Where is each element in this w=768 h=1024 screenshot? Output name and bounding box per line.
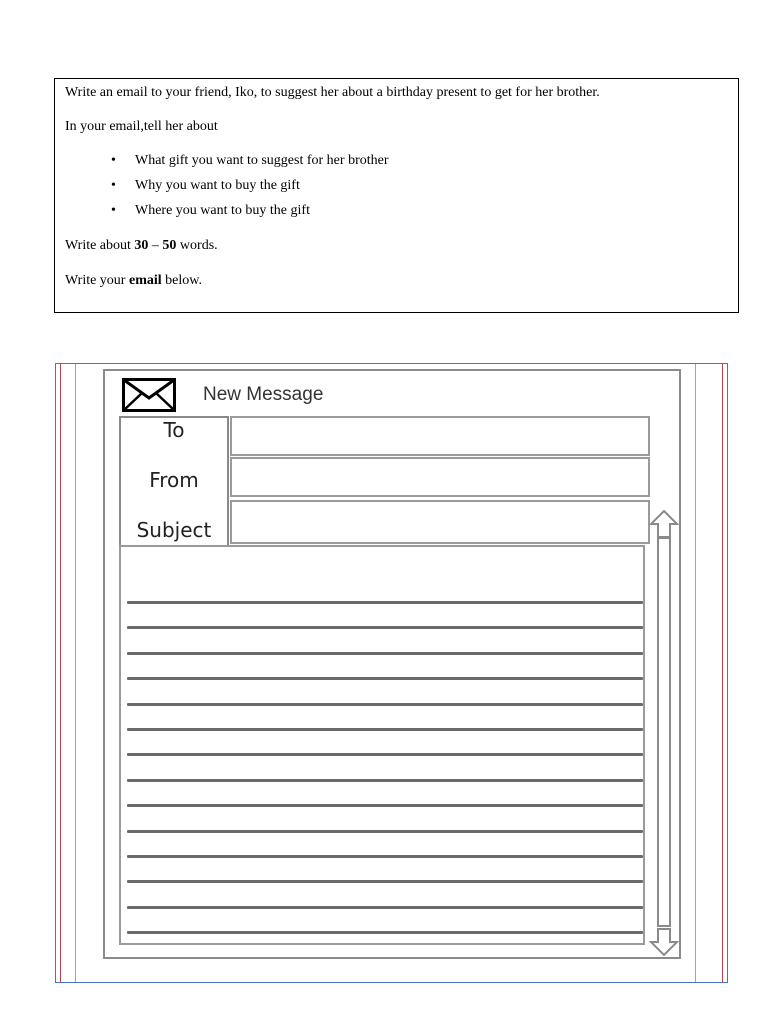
margin-rule <box>695 364 696 982</box>
writing-line <box>127 626 643 629</box>
writing-line <box>127 779 643 782</box>
window-title: New Message <box>203 384 324 405</box>
writing-line <box>127 703 643 706</box>
bullet-item: • What gift you want to suggest for her brother <box>111 153 389 178</box>
subject-label: Subject <box>136 518 212 542</box>
scroll-down-arrow-icon[interactable] <box>649 927 679 957</box>
instruction-line-1: Write an email to your friend, Iko, to suggest her about a birthday present to get for her brother. <box>65 85 600 100</box>
task-instructions <box>54 78 739 313</box>
email-instruction-prefix: Write your <box>65 273 129 288</box>
bullet-item: • Why you want to buy the gift <box>111 178 389 203</box>
writing-line <box>127 753 643 756</box>
message-body[interactable] <box>119 545 645 945</box>
writing-line <box>127 601 643 604</box>
writing-line <box>127 677 643 680</box>
subject-field[interactable] <box>230 500 650 544</box>
word-count-prefix: Write about <box>65 238 135 253</box>
word-count-instruction <box>65 238 218 254</box>
scroll-up-arrow-icon[interactable] <box>649 509 679 539</box>
word-count-suffix: words. <box>176 238 218 253</box>
word-count-max: 50 <box>162 238 177 253</box>
word-count-dash: – <box>148 238 163 253</box>
writing-line <box>127 880 643 883</box>
writing-line <box>127 906 643 909</box>
new-message-window <box>103 369 681 959</box>
from-label: From <box>149 468 199 492</box>
email-instruction-suffix: below. <box>161 273 202 288</box>
instruction-line-2: In your email,tell her about <box>65 119 218 134</box>
to-field[interactable] <box>230 416 650 456</box>
scrollbar[interactable] <box>649 509 679 957</box>
writing-line <box>127 652 643 655</box>
margin-rule <box>75 364 76 982</box>
writing-line <box>127 855 643 858</box>
header-labels <box>119 416 229 546</box>
writing-line <box>127 931 643 934</box>
envelope-icon <box>122 378 176 412</box>
margin-rule <box>60 364 61 982</box>
scroll-track[interactable] <box>657 537 671 927</box>
margin-rule <box>722 364 723 982</box>
word-count-min: 30 <box>134 238 149 253</box>
bullet-item: • Where you want to buy the gift <box>111 203 389 228</box>
writing-line <box>127 804 643 807</box>
writing-line <box>127 728 643 731</box>
instruction-bullets <box>111 153 389 228</box>
from-field[interactable] <box>230 457 650 497</box>
email-form-frame <box>55 363 728 983</box>
email-instruction <box>65 273 202 289</box>
to-label: To <box>163 418 185 442</box>
email-instruction-bold: email <box>128 273 162 288</box>
writing-line <box>127 830 643 833</box>
